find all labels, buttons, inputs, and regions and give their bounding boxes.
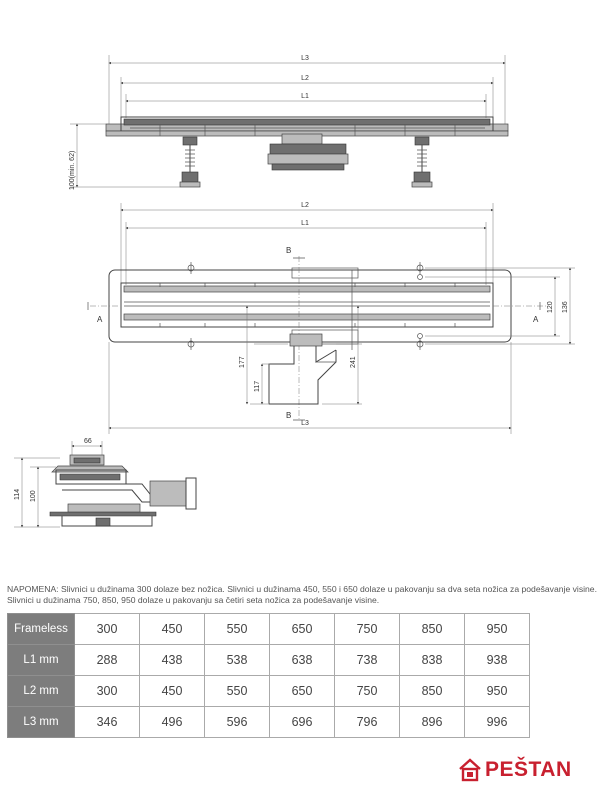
row-header: Frameless	[8, 614, 75, 645]
dim-100: 100	[30, 490, 37, 502]
brand-logo	[459, 752, 572, 788]
dim-120: 120	[547, 301, 554, 313]
table-cell: 950	[465, 676, 530, 707]
note-text: NAPOMENA: Slivnici u dužinama 300 dolaze bez nožica. Slivnici u dužinama 450, 550 i 650 dolaze u pakovanju sa dva seta nožica za podešavanje visine. Slivnici u dužinama 750, 850, 950 dolaze u pakovanju sa četiri seta nožica za podešavanje visine.	[7, 584, 597, 605]
table-cell: 550	[205, 614, 270, 645]
table-row	[8, 614, 530, 645]
dim-l3-plan: L3	[301, 420, 309, 427]
dim-l2-top: L2	[301, 75, 309, 82]
top-view	[88, 202, 575, 434]
table-cell: 796	[335, 707, 400, 738]
table-cell: 550	[205, 676, 270, 707]
section-a-right: A	[533, 315, 539, 324]
table-cell: 996	[465, 707, 530, 738]
dim-l2-plan: L2	[301, 202, 309, 209]
cross-section-view	[14, 438, 196, 527]
row-header: L3 mm	[8, 707, 75, 738]
table-cell: 838	[400, 645, 465, 676]
table-cell: 300	[75, 614, 140, 645]
table-cell: 750	[335, 614, 400, 645]
table-cell: 596	[205, 707, 270, 738]
table-row	[8, 645, 530, 676]
table-cell: 288	[75, 645, 140, 676]
table-cell: 750	[335, 676, 400, 707]
house-logo-icon	[459, 758, 481, 782]
table-cell: 738	[335, 645, 400, 676]
dim-l1-top: L1	[301, 93, 309, 100]
dim-l1-plan: L1	[301, 220, 309, 227]
table-cell: 938	[465, 645, 530, 676]
table-cell: 496	[140, 707, 205, 738]
dim-177: 177	[239, 356, 246, 368]
table-cell: 300	[75, 676, 140, 707]
table-cell: 538	[205, 645, 270, 676]
table-row	[8, 676, 530, 707]
table-cell: 850	[400, 614, 465, 645]
row-header: L2 mm	[8, 676, 75, 707]
table-cell: 850	[400, 676, 465, 707]
table-cell: 346	[75, 707, 140, 738]
table-cell: 950	[465, 614, 530, 645]
dim-117: 117	[254, 380, 261, 392]
section-a-left: A	[97, 315, 103, 324]
table-cell: 696	[270, 707, 335, 738]
brand-name: PEŠTAN	[485, 758, 572, 781]
table-cell: 650	[270, 614, 335, 645]
table-cell: 650	[270, 676, 335, 707]
right-foot-icon	[412, 137, 432, 187]
dim-66: 66	[84, 438, 92, 445]
table-cell: 450	[140, 676, 205, 707]
table-cell: 896	[400, 707, 465, 738]
section-b-bottom: B	[286, 411, 292, 420]
dim-height-side: 100(min. 62)	[69, 150, 76, 190]
dim-136: 136	[562, 301, 569, 313]
dim-l3-top: L3	[301, 55, 309, 62]
row-header: L1 mm	[8, 645, 75, 676]
front-view	[69, 55, 508, 190]
dim-241: 241	[350, 356, 357, 368]
table-cell: 638	[270, 645, 335, 676]
table-row	[8, 707, 530, 738]
table-cell: 438	[140, 645, 205, 676]
table-cell: 450	[140, 614, 205, 645]
section-b-top: B	[286, 246, 292, 255]
dim-114: 114	[14, 488, 21, 500]
size-table	[7, 613, 530, 738]
left-foot-icon	[180, 137, 200, 187]
